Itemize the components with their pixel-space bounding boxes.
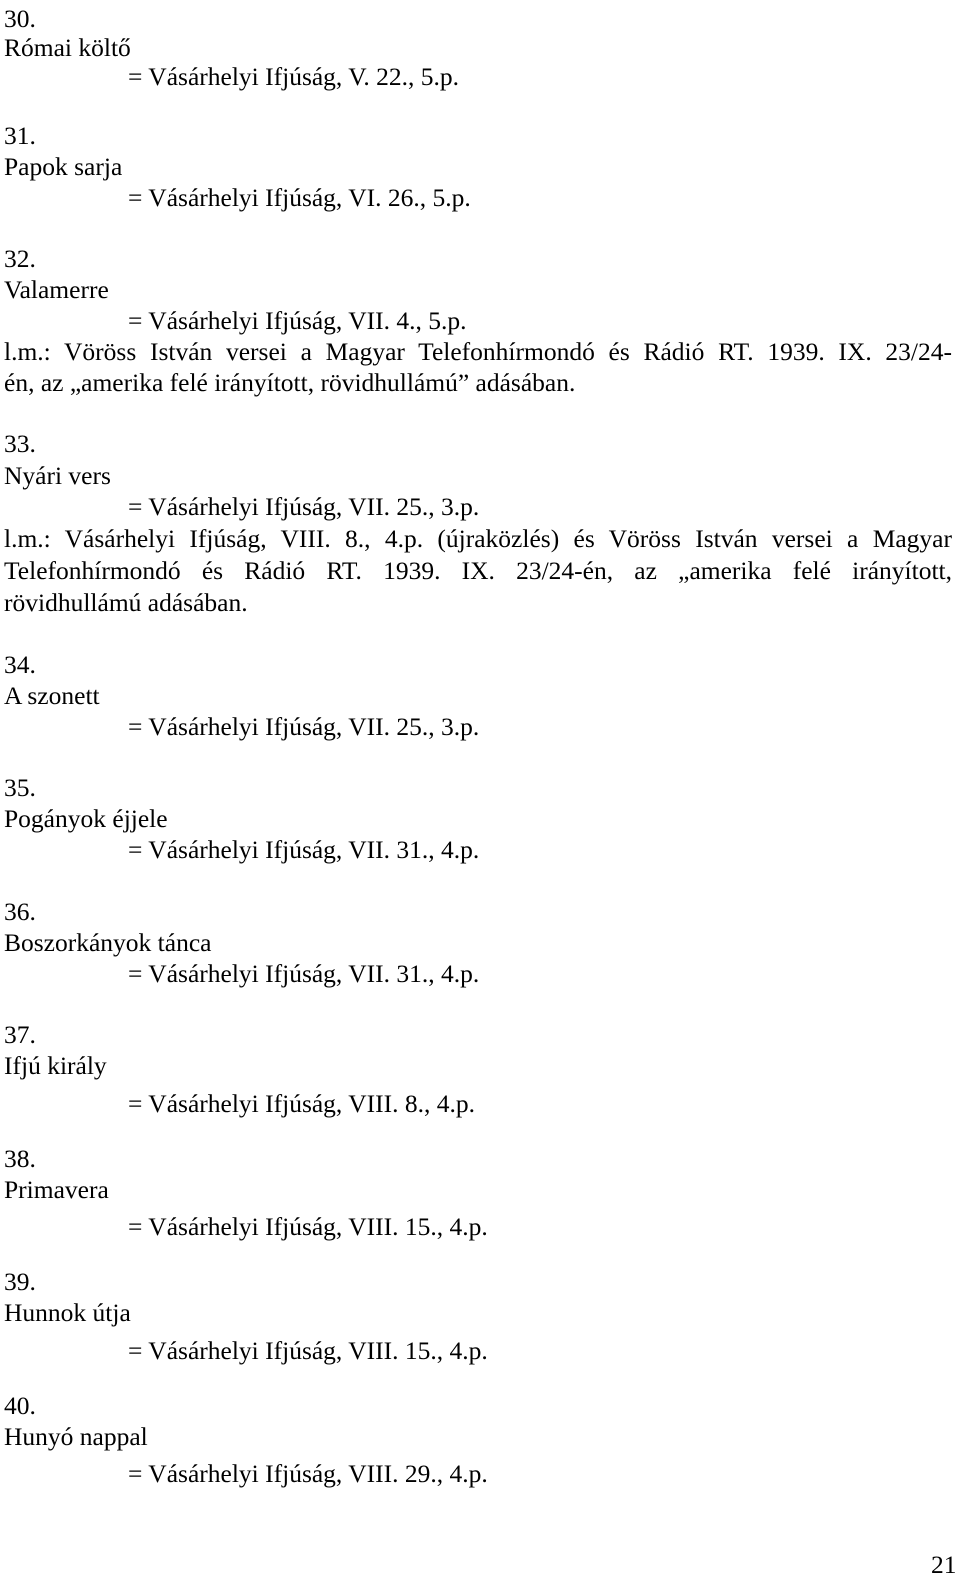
entry-title: Primavera bbox=[4, 1175, 109, 1204]
entry-number: 39. bbox=[4, 1267, 36, 1296]
entry-note-line: én, az „amerika felé irányított, rövidhullámú” adásában. bbox=[4, 368, 576, 397]
entry-title: Ifjú király bbox=[4, 1051, 107, 1080]
entry-number: 36. bbox=[4, 897, 36, 926]
entry-title: Nyári vers bbox=[4, 461, 111, 490]
page-number: 21 bbox=[931, 1550, 957, 1579]
entry-number: 37. bbox=[4, 1020, 36, 1049]
entry-source: = Vásárhelyi Ifjúság, VII. 25., 3.p. bbox=[128, 712, 480, 741]
entry-number: 33. bbox=[4, 429, 36, 458]
entry-number: 31. bbox=[4, 121, 36, 150]
entry-number: 35. bbox=[4, 773, 36, 802]
entry-title: Hunnok útja bbox=[4, 1298, 131, 1327]
entry-note-line: l.m.: Vásárhelyi Ifjúság, VIII. 8., 4.p. (újraközlés) és Vöröss István versei a Magyar bbox=[4, 524, 952, 553]
entry-note-line: Telefonhírmondó és Rádió RT. 1939. IX. 23/24-én, az „amerika felé irányított, bbox=[4, 556, 952, 585]
entry-source: = Vásárhelyi Ifjúság, VIII. 15., 4.p. bbox=[128, 1336, 488, 1365]
entry-source: = Vásárhelyi Ifjúság, VII. 31., 4.p. bbox=[128, 835, 480, 864]
entry-title: Papok sarja bbox=[4, 152, 123, 181]
entry-note-line: rövidhullámú adásában. bbox=[4, 588, 248, 617]
entry-title: Pogányok éjjele bbox=[4, 804, 168, 833]
entry-title: Római költő bbox=[4, 33, 131, 62]
entry-title: Hunyó nappal bbox=[4, 1422, 148, 1451]
entry-title: A szonett bbox=[4, 681, 100, 710]
entry-number: 40. bbox=[4, 1391, 36, 1420]
entry-number: 30. bbox=[4, 4, 36, 33]
entry-source: = Vásárhelyi Ifjúság, VIII. 15., 4.p. bbox=[128, 1212, 488, 1241]
entry-source: = Vásárhelyi Ifjúság, VII. 31., 4.p. bbox=[128, 959, 480, 988]
entry-source: = Vásárhelyi Ifjúság, VII. 4., 5.p. bbox=[128, 306, 467, 335]
entry-source: = Vásárhelyi Ifjúság, VI. 26., 5.p. bbox=[128, 183, 471, 212]
entry-number: 32. bbox=[4, 244, 36, 273]
entry-note-line: l.m.: Vöröss István versei a Magyar Telefonhírmondó és Rádió RT. 1939. IX. 23/24- bbox=[4, 337, 952, 366]
entry-source: = Vásárhelyi Ifjúság, VIII. 8., 4.p. bbox=[128, 1089, 475, 1118]
entry-title: Valamerre bbox=[4, 275, 109, 304]
entry-number: 34. bbox=[4, 650, 36, 679]
entry-source: = Vásárhelyi Ifjúság, V. 22., 5.p. bbox=[128, 62, 459, 91]
entry-source: = Vásárhelyi Ifjúság, VII. 25., 3.p. bbox=[128, 492, 480, 521]
entry-source: = Vásárhelyi Ifjúság, VIII. 29., 4.p. bbox=[128, 1459, 488, 1488]
entry-title: Boszorkányok tánca bbox=[4, 928, 212, 957]
entry-number: 38. bbox=[4, 1144, 36, 1173]
